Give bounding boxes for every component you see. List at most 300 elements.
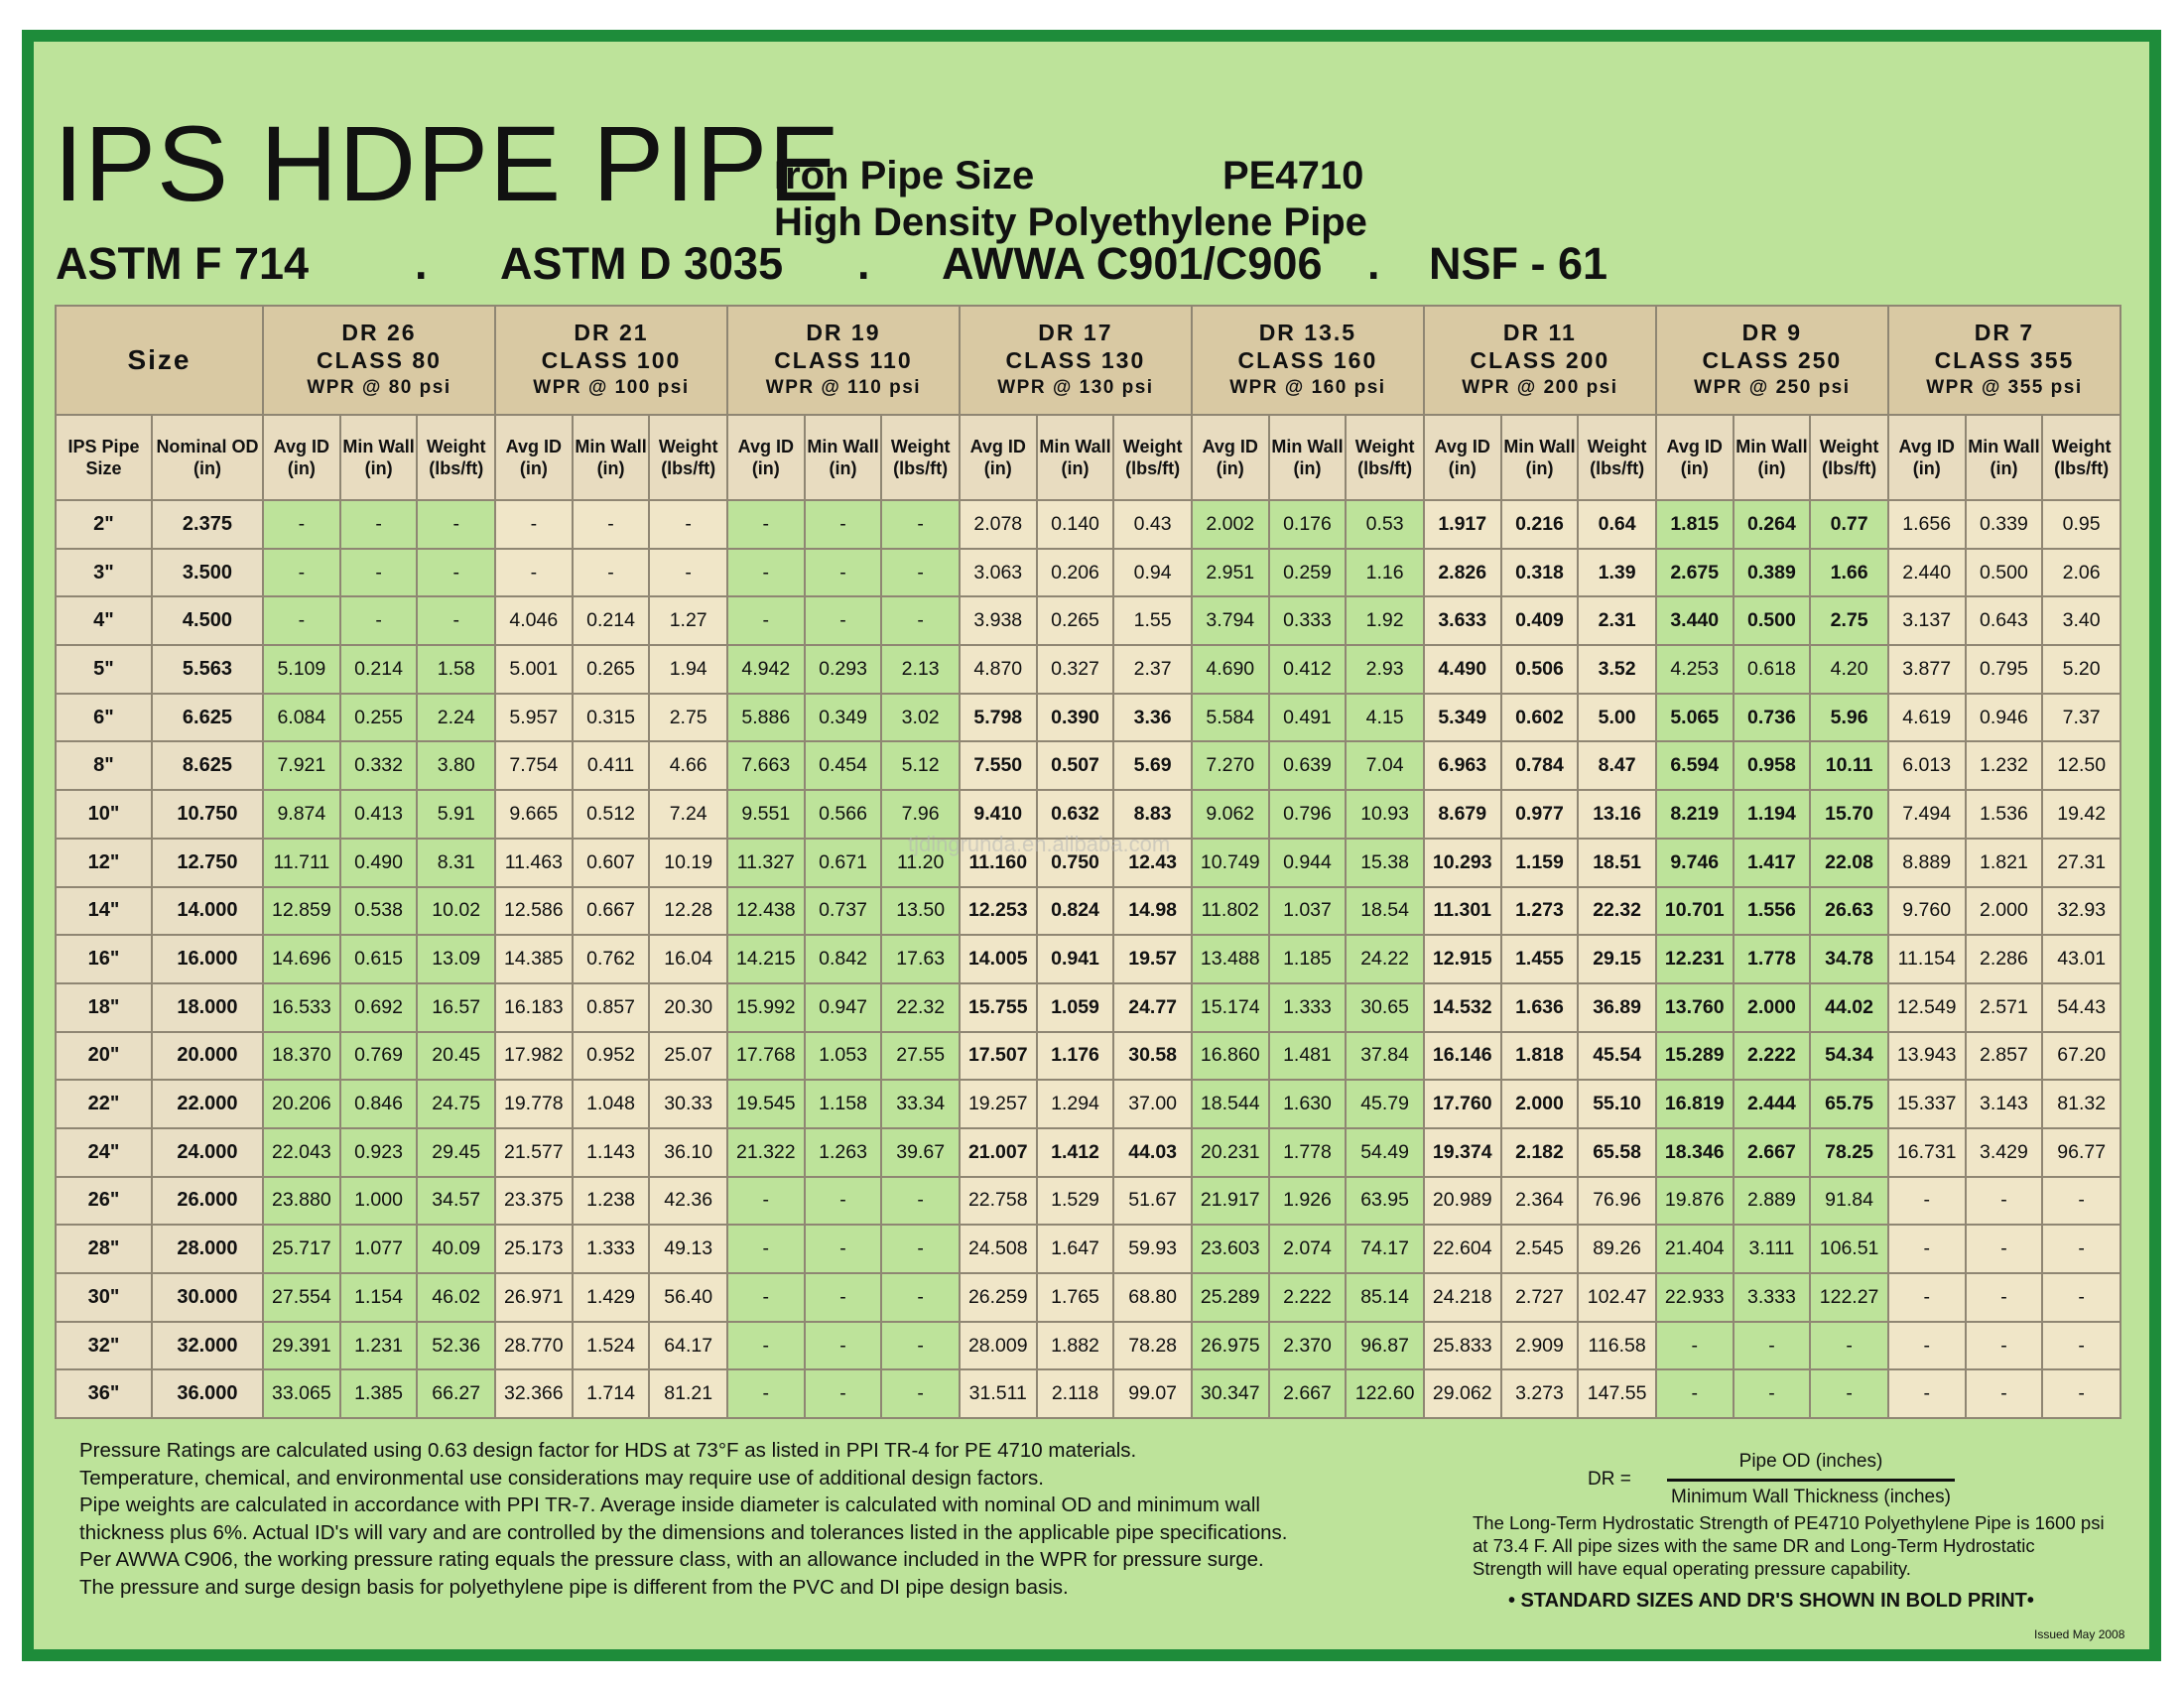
- avg-id-cell: 15.992: [727, 983, 805, 1032]
- weight-cell: 0.43: [1113, 500, 1192, 549]
- weight-cell: -: [881, 596, 960, 645]
- weight-cell: -: [881, 549, 960, 597]
- min-wall-cell: 0.944: [1269, 839, 1347, 887]
- standard-astm-d3035: ASTM D 3035: [500, 238, 784, 289]
- avg-id-column-header: Avg ID (in): [960, 415, 1037, 500]
- nominal-od-cell: 10.750: [152, 790, 263, 839]
- min-wall-cell: 1.714: [573, 1369, 650, 1418]
- weight-cell: 30.33: [649, 1080, 727, 1128]
- avg-id-cell: 15.289: [1656, 1032, 1734, 1081]
- weight-cell: 68.80: [1113, 1273, 1192, 1322]
- weight-cell: -: [881, 1225, 960, 1273]
- dr-group-cls: CLASS 160: [1237, 347, 1378, 373]
- weight-cell: -: [2042, 1322, 2120, 1370]
- min-wall-cell: 0.602: [1501, 694, 1579, 742]
- min-wall-cell: 0.977: [1501, 790, 1579, 839]
- avg-id-cell: 29.391: [263, 1322, 340, 1370]
- min-wall-cell: 1.524: [573, 1322, 650, 1370]
- avg-id-cell: -: [1888, 1177, 1966, 1226]
- weight-cell: -: [881, 1273, 960, 1322]
- weight-cell: -: [1810, 1369, 1888, 1418]
- avg-id-cell: 25.717: [263, 1225, 340, 1273]
- avg-id-cell: 4.046: [495, 596, 573, 645]
- weight-cell: 5.96: [1810, 694, 1888, 742]
- min-wall-cell: 0.692: [340, 983, 418, 1032]
- min-wall-cell: 2.571: [1966, 983, 2043, 1032]
- min-wall-cell: 1.778: [1734, 935, 1811, 983]
- min-wall-cell: -: [573, 549, 650, 597]
- avg-id-cell: 5.001: [495, 645, 573, 694]
- avg-id-cell: 18.544: [1192, 1080, 1269, 1128]
- weight-column-header: Weight (lbs/ft): [881, 415, 960, 500]
- weight-cell: 16.04: [649, 935, 727, 983]
- footnote: thickness plus 6%. Actual ID's will vary and are controlled by the dimensions and tolerances listed in the applicable pipe specifications.: [79, 1520, 1288, 1544]
- avg-id-cell: -: [1888, 1322, 1966, 1370]
- dr-group-cls: CLASS 130: [1005, 347, 1146, 373]
- avg-id-column-header: Avg ID (in): [727, 415, 805, 500]
- weight-cell: 7.96: [881, 790, 960, 839]
- min-wall-cell: 0.412: [1269, 645, 1347, 694]
- avg-id-column-header: Avg ID (in): [1888, 415, 1966, 500]
- avg-id-cell: 16.146: [1424, 1032, 1501, 1081]
- dr-group-dr: DR 17: [1038, 320, 1113, 345]
- table-row: [56, 1322, 2120, 1370]
- avg-id-cell: 10.293: [1424, 839, 1501, 887]
- dr-group-wpr: WPR @ 200 psi: [1462, 377, 1618, 398]
- weight-cell: 25.07: [649, 1032, 727, 1081]
- footnote: Pipe weights are calculated in accordance with PPI TR-7. Average inside diameter is calculated with nominal OD and minimum wall: [79, 1493, 1260, 1516]
- min-wall-cell: 1.159: [1501, 839, 1579, 887]
- avg-id-cell: -: [727, 1273, 805, 1322]
- weight-cell: -: [649, 500, 727, 549]
- min-wall-cell: 0.737: [805, 887, 882, 936]
- min-wall-cell: -: [805, 1369, 882, 1418]
- weight-cell: 13.09: [417, 935, 495, 983]
- avg-id-cell: 4.870: [960, 645, 1037, 694]
- avg-id-cell: 11.802: [1192, 887, 1269, 936]
- min-wall-cell: 2.222: [1269, 1273, 1347, 1322]
- weight-cell: 2.31: [1578, 596, 1656, 645]
- weight-cell: 5.12: [881, 741, 960, 790]
- weight-cell: -: [1810, 1322, 1888, 1370]
- avg-id-cell: -: [1656, 1369, 1734, 1418]
- min-wall-cell: 0.615: [340, 935, 418, 983]
- avg-id-cell: 4.619: [1888, 694, 1966, 742]
- weight-cell: 17.63: [881, 935, 960, 983]
- standards-line: [56, 238, 2120, 290]
- avg-id-cell: 30.347: [1192, 1369, 1269, 1418]
- min-wall-cell: -: [1966, 1322, 2043, 1370]
- avg-id-cell: 12.915: [1424, 935, 1501, 983]
- weight-cell: 32.93: [2042, 887, 2120, 936]
- weight-cell: 39.67: [881, 1128, 960, 1177]
- weight-cell: 4.15: [1346, 694, 1424, 742]
- weight-cell: 65.75: [1810, 1080, 1888, 1128]
- avg-id-cell: -: [727, 596, 805, 645]
- min-wall-cell: 3.333: [1734, 1273, 1811, 1322]
- weight-cell: 29.45: [417, 1128, 495, 1177]
- weight-cell: 3.40: [2042, 596, 2120, 645]
- weight-cell: 34.78: [1810, 935, 1888, 983]
- min-wall-cell: 0.643: [1966, 596, 2043, 645]
- nominal-od-cell: 26.000: [152, 1177, 263, 1226]
- min-wall-cell: 0.411: [573, 741, 650, 790]
- min-wall-cell: 0.507: [1037, 741, 1114, 790]
- avg-id-cell: 5.109: [263, 645, 340, 694]
- ips-size-cell: 26": [56, 1177, 152, 1226]
- min-wall-cell: 2.667: [1734, 1128, 1811, 1177]
- min-wall-cell: 0.318: [1501, 549, 1579, 597]
- min-wall-column-header: Min Wall (in): [1501, 415, 1579, 500]
- avg-id-cell: 6.963: [1424, 741, 1501, 790]
- min-wall-cell: -: [805, 549, 882, 597]
- weight-cell: -: [2042, 1177, 2120, 1226]
- min-wall-column-header: Min Wall (in): [1734, 415, 1811, 500]
- weight-cell: 19.57: [1113, 935, 1192, 983]
- weight-cell: 63.95: [1346, 1177, 1424, 1226]
- weight-cell: 29.15: [1578, 935, 1656, 983]
- min-wall-cell: 0.618: [1734, 645, 1811, 694]
- weight-cell: 0.53: [1346, 500, 1424, 549]
- weight-cell: 15.38: [1346, 839, 1424, 887]
- min-wall-cell: 0.349: [805, 694, 882, 742]
- weight-cell: 34.57: [417, 1177, 495, 1226]
- weight-cell: 26.63: [1810, 887, 1888, 936]
- avg-id-cell: 22.604: [1424, 1225, 1501, 1273]
- min-wall-cell: 2.182: [1501, 1128, 1579, 1177]
- footnote: The pressure and surge design basis for polyethylene pipe is different from the PVC and DI pipe design basis.: [79, 1575, 1069, 1599]
- avg-id-cell: 32.366: [495, 1369, 573, 1418]
- min-wall-cell: 2.727: [1501, 1273, 1579, 1322]
- min-wall-cell: -: [340, 500, 418, 549]
- avg-id-cell: 11.154: [1888, 935, 1966, 983]
- min-wall-cell: 1.455: [1501, 935, 1579, 983]
- weight-cell: 81.32: [2042, 1080, 2120, 1128]
- min-wall-cell: 1.821: [1966, 839, 2043, 887]
- weight-cell: 0.95: [2042, 500, 2120, 549]
- avg-id-cell: 3.633: [1424, 596, 1501, 645]
- weight-cell: -: [881, 500, 960, 549]
- nominal-od-cell: 30.000: [152, 1273, 263, 1322]
- min-wall-cell: 1.000: [340, 1177, 418, 1226]
- min-wall-cell: 0.671: [805, 839, 882, 887]
- weight-cell: -: [2042, 1225, 2120, 1273]
- footnote: Per AWWA C906, the working pressure rating equals the pressure class, with an allowance included in the WPR for pressure surge.: [79, 1548, 1264, 1571]
- avg-id-cell: 33.065: [263, 1369, 340, 1418]
- avg-id-cell: 23.880: [263, 1177, 340, 1226]
- weight-cell: 42.36: [649, 1177, 727, 1226]
- weight-cell: 11.20: [881, 839, 960, 887]
- min-wall-cell: 2.857: [1966, 1032, 2043, 1081]
- avg-id-cell: 11.301: [1424, 887, 1501, 936]
- table-row: [56, 1080, 2120, 1128]
- weight-cell: 2.06: [2042, 549, 2120, 597]
- min-wall-cell: 0.293: [805, 645, 882, 694]
- avg-id-cell: 9.760: [1888, 887, 1966, 936]
- weight-cell: 24.77: [1113, 983, 1192, 1032]
- min-wall-cell: -: [340, 596, 418, 645]
- avg-id-cell: 16.533: [263, 983, 340, 1032]
- weight-cell: 12.43: [1113, 839, 1192, 887]
- min-wall-cell: 1.273: [1501, 887, 1579, 936]
- weight-cell: 147.55: [1578, 1369, 1656, 1418]
- avg-id-cell: -: [263, 596, 340, 645]
- dr-group-wpr: WPR @ 80 psi: [307, 377, 451, 398]
- footnotes: [79, 1437, 1288, 1601]
- min-wall-cell: 0.947: [805, 983, 882, 1032]
- weight-column-header: Weight (lbs/ft): [1810, 415, 1888, 500]
- weight-cell: 76.96: [1578, 1177, 1656, 1226]
- min-wall-cell: 1.185: [1269, 935, 1347, 983]
- weight-cell: -: [417, 500, 495, 549]
- dr-group-wpr: WPR @ 130 psi: [997, 377, 1154, 398]
- avg-id-cell: 28.770: [495, 1322, 573, 1370]
- weight-cell: -: [417, 596, 495, 645]
- weight-cell: 10.19: [649, 839, 727, 887]
- min-wall-cell: 0.214: [573, 596, 650, 645]
- avg-id-cell: 4.690: [1192, 645, 1269, 694]
- avg-id-cell: -: [1656, 1322, 1734, 1370]
- min-wall-cell: 2.444: [1734, 1080, 1811, 1128]
- weight-cell: -: [417, 549, 495, 597]
- avg-id-cell: 28.009: [960, 1322, 1037, 1370]
- min-wall-cell: 2.118: [1037, 1369, 1114, 1418]
- nominal-od-cell: 6.625: [152, 694, 263, 742]
- avg-id-cell: 13.760: [1656, 983, 1734, 1032]
- subtitle-polyethylene: High Density Polyethylene Pipe: [774, 200, 1367, 244]
- weight-cell: 49.13: [649, 1225, 727, 1273]
- min-wall-cell: 1.385: [340, 1369, 418, 1418]
- weight-cell: 54.49: [1346, 1128, 1424, 1177]
- weight-cell: -: [2042, 1273, 2120, 1322]
- avg-id-cell: -: [1888, 1225, 1966, 1273]
- dr-group-header: [1888, 306, 2120, 415]
- avg-id-cell: 12.586: [495, 887, 573, 936]
- avg-id-cell: 1.656: [1888, 500, 1966, 549]
- avg-id-cell: 23.375: [495, 1177, 573, 1226]
- avg-id-cell: 29.062: [1424, 1369, 1501, 1418]
- min-wall-cell: 1.231: [340, 1322, 418, 1370]
- min-wall-cell: 1.636: [1501, 983, 1579, 1032]
- weight-cell: 24.22: [1346, 935, 1424, 983]
- ips-size-cell: 8": [56, 741, 152, 790]
- formula-fraction-bar: [1667, 1479, 1955, 1482]
- weight-cell: 15.70: [1810, 790, 1888, 839]
- ips-size-cell: 2": [56, 500, 152, 549]
- min-wall-cell: -: [805, 1273, 882, 1322]
- weight-cell: 3.80: [417, 741, 495, 790]
- min-wall-cell: 0.566: [805, 790, 882, 839]
- min-wall-column-header: Min Wall (in): [1966, 415, 2043, 500]
- standard-astm-f714: ASTM F 714: [56, 238, 310, 289]
- table-row: [56, 1273, 2120, 1322]
- footnote: Pressure Ratings are calculated using 0.63 design factor for HDS at 73°F as listed in PPI TR-4 for PE 4710 materials.: [79, 1439, 1137, 1462]
- min-wall-cell: 0.206: [1037, 549, 1114, 597]
- avg-id-cell: 2.440: [1888, 549, 1966, 597]
- weight-cell: 46.02: [417, 1273, 495, 1322]
- weight-cell: 1.55: [1113, 596, 1192, 645]
- avg-id-cell: 5.584: [1192, 694, 1269, 742]
- min-wall-cell: 0.176: [1269, 500, 1347, 549]
- min-wall-cell: 0.607: [573, 839, 650, 887]
- ips-size-cell: 30": [56, 1273, 152, 1322]
- min-wall-cell: 1.778: [1269, 1128, 1347, 1177]
- min-wall-cell: 1.158: [805, 1080, 882, 1128]
- weight-cell: 1.66: [1810, 549, 1888, 597]
- weight-cell: 3.36: [1113, 694, 1192, 742]
- min-wall-cell: 2.909: [1501, 1322, 1579, 1370]
- min-wall-cell: 2.667: [1269, 1369, 1347, 1418]
- weight-cell: 81.21: [649, 1369, 727, 1418]
- min-wall-cell: 1.647: [1037, 1225, 1114, 1273]
- min-wall-cell: 2.222: [1734, 1032, 1811, 1081]
- avg-id-cell: 3.063: [960, 549, 1037, 597]
- dr-group-cls: CLASS 110: [774, 347, 913, 373]
- weight-cell: 43.01: [2042, 935, 2120, 983]
- min-wall-cell: 0.639: [1269, 741, 1347, 790]
- weight-cell: 27.55: [881, 1032, 960, 1081]
- ips-size-cell: 14": [56, 887, 152, 936]
- dr-group-dr: DR 26: [341, 320, 417, 345]
- avg-id-cell: 8.679: [1424, 790, 1501, 839]
- min-wall-cell: 2.000: [1734, 983, 1811, 1032]
- min-wall-cell: 0.339: [1966, 500, 2043, 549]
- dr-group-header: [495, 306, 727, 415]
- weight-cell: 5.69: [1113, 741, 1192, 790]
- ips-size-cell: 4": [56, 596, 152, 645]
- avg-id-cell: 4.253: [1656, 645, 1734, 694]
- min-wall-cell: 0.762: [573, 935, 650, 983]
- weight-cell: 2.37: [1113, 645, 1192, 694]
- avg-id-column-header: Avg ID (in): [1656, 415, 1734, 500]
- avg-id-cell: 26.975: [1192, 1322, 1269, 1370]
- weight-cell: 44.03: [1113, 1128, 1192, 1177]
- weight-cell: 4.66: [649, 741, 727, 790]
- min-wall-cell: 0.413: [340, 790, 418, 839]
- min-wall-column-header: Min Wall (in): [573, 415, 650, 500]
- weight-cell: 7.04: [1346, 741, 1424, 790]
- min-wall-cell: 1.536: [1966, 790, 2043, 839]
- avg-id-cell: 5.886: [727, 694, 805, 742]
- dr-group-dr: DR 13.5: [1258, 320, 1357, 345]
- min-wall-cell: 0.327: [1037, 645, 1114, 694]
- avg-id-cell: 21.404: [1656, 1225, 1734, 1273]
- weight-cell: 10.02: [417, 887, 495, 936]
- min-wall-cell: 0.795: [1966, 645, 2043, 694]
- weight-cell: 0.77: [1810, 500, 1888, 549]
- weight-cell: 2.93: [1346, 645, 1424, 694]
- dr-group-cls: CLASS 80: [317, 347, 442, 373]
- weight-cell: -: [649, 549, 727, 597]
- dr-group-wpr: WPR @ 160 psi: [1229, 377, 1386, 398]
- formula-denominator: Minimum Wall Thickness (inches): [1671, 1487, 1951, 1507]
- avg-id-cell: 7.550: [960, 741, 1037, 790]
- weight-cell: 3.52: [1578, 645, 1656, 694]
- weight-cell: 45.54: [1578, 1032, 1656, 1081]
- min-wall-cell: 1.232: [1966, 741, 2043, 790]
- ips-size-cell: 32": [56, 1322, 152, 1370]
- weight-cell: 5.20: [2042, 645, 2120, 694]
- min-wall-cell: 0.216: [1501, 500, 1579, 549]
- min-wall-cell: 0.784: [1501, 741, 1579, 790]
- avg-id-cell: 7.754: [495, 741, 573, 790]
- weight-cell: 2.13: [881, 645, 960, 694]
- avg-id-cell: 3.938: [960, 596, 1037, 645]
- avg-id-cell: 5.065: [1656, 694, 1734, 742]
- min-wall-cell: 0.958: [1734, 741, 1811, 790]
- avg-id-cell: 14.385: [495, 935, 573, 983]
- avg-id-cell: 19.778: [495, 1080, 573, 1128]
- ips-size-cell: 5": [56, 645, 152, 694]
- min-wall-cell: 0.491: [1269, 694, 1347, 742]
- weight-cell: 74.17: [1346, 1225, 1424, 1273]
- avg-id-cell: 12.231: [1656, 935, 1734, 983]
- avg-id-cell: 17.982: [495, 1032, 573, 1081]
- weight-cell: 64.17: [649, 1322, 727, 1370]
- avg-id-cell: -: [1888, 1369, 1966, 1418]
- min-wall-cell: 2.000: [1966, 887, 2043, 936]
- weight-cell: 30.65: [1346, 983, 1424, 1032]
- weight-cell: 1.39: [1578, 549, 1656, 597]
- nominal-od-cell: 5.563: [152, 645, 263, 694]
- weight-cell: 22.08: [1810, 839, 1888, 887]
- avg-id-column-header: Avg ID (in): [1424, 415, 1501, 500]
- min-wall-cell: 1.882: [1037, 1322, 1114, 1370]
- min-wall-cell: 3.143: [1966, 1080, 2043, 1128]
- min-wall-cell: 1.053: [805, 1032, 882, 1081]
- min-wall-cell: 0.389: [1734, 549, 1811, 597]
- avg-id-cell: 18.346: [1656, 1128, 1734, 1177]
- min-wall-cell: 1.556: [1734, 887, 1811, 936]
- min-wall-cell: 1.926: [1269, 1177, 1347, 1226]
- ips-size-cell: 3": [56, 549, 152, 597]
- avg-id-cell: -: [727, 549, 805, 597]
- avg-id-cell: 26.971: [495, 1273, 573, 1322]
- min-wall-cell: 0.390: [1037, 694, 1114, 742]
- min-wall-cell: 0.265: [1037, 596, 1114, 645]
- min-wall-cell: 1.412: [1037, 1128, 1114, 1177]
- avg-id-cell: 2.078: [960, 500, 1037, 549]
- weight-cell: 16.57: [417, 983, 495, 1032]
- weight-cell: 14.98: [1113, 887, 1192, 936]
- dr-group-dr: DR 21: [574, 320, 649, 345]
- min-wall-cell: 0.842: [805, 935, 882, 983]
- avg-id-cell: 25.289: [1192, 1273, 1269, 1322]
- weight-cell: 7.24: [649, 790, 727, 839]
- weight-cell: 65.58: [1578, 1128, 1656, 1177]
- avg-id-cell: 12.253: [960, 887, 1037, 936]
- table-row: [56, 694, 2120, 742]
- nominal-od-column-header: Nominal OD (in): [152, 415, 263, 500]
- table-row: [56, 596, 2120, 645]
- min-wall-cell: 1.333: [573, 1225, 650, 1273]
- avg-id-cell: 7.270: [1192, 741, 1269, 790]
- avg-id-cell: 31.511: [960, 1369, 1037, 1418]
- avg-id-column-header: Avg ID (in): [495, 415, 573, 500]
- min-wall-cell: 1.176: [1037, 1032, 1114, 1081]
- avg-id-cell: 11.327: [727, 839, 805, 887]
- min-wall-cell: 3.429: [1966, 1128, 2043, 1177]
- avg-id-cell: 14.532: [1424, 983, 1501, 1032]
- nominal-od-cell: 2.375: [152, 500, 263, 549]
- nominal-od-cell: 12.750: [152, 839, 263, 887]
- dr-group-header: [263, 306, 495, 415]
- formula-lhs: DR =: [1588, 1469, 1631, 1490]
- ips-size-column-header: IPS Pipe Size: [56, 415, 152, 500]
- min-wall-cell: 0.512: [573, 790, 650, 839]
- weight-cell: 54.43: [2042, 983, 2120, 1032]
- avg-id-cell: 19.257: [960, 1080, 1037, 1128]
